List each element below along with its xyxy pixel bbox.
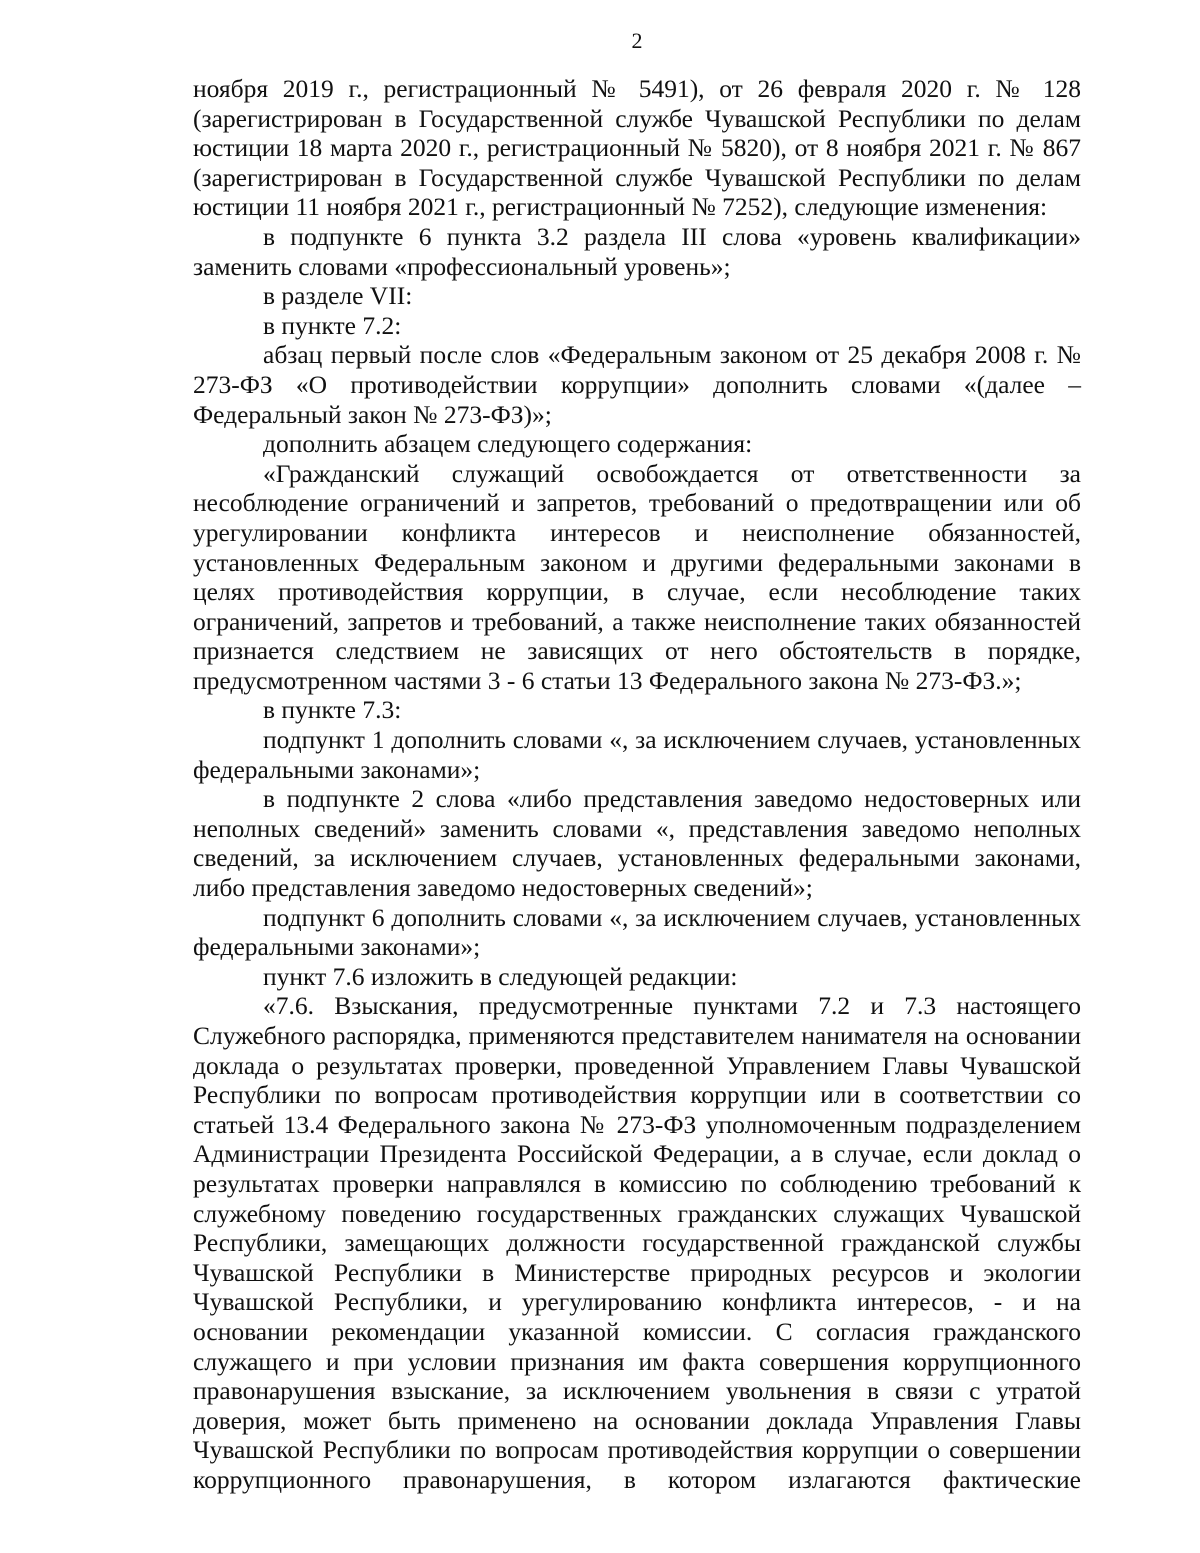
paragraph-clause-7-6-text: «7.6. Взыскания, предусмотренные пунктами 7.2 и 7.3 настоящего Служебного распорядка, применяются представителем нанимателя на основании доклада о результатах проверки, проведенной Управлением Главы Чувашской Республики по вопросам противодействия коррупции или в соответствии со статьей 13.4 Федерального закона № 273-ФЗ уполномоченным подразделением Администрации Президента Российской Федерации, а в случае, если доклад о результатах проверки направлялся в комиссию по соблюдению требований к служебному поведению государственных гражданских служащих Чувашской Республики, замещающих должности государственной гражданской службы Чувашской Республики в Министерстве природных ресурсов и экологии Чувашской Республики, и урегулированию конфликта интересов, - и на основании рекомендации указанной комиссии. С согласия гражданского служащего и при условии признания им факта совершения коррупционного правонарушения взыскание, за исключением увольнения в связи с утратой доверия, может быть применено на основании доклада Управления Главы Чувашской Республики по вопросам противодействия коррупции о совершении коррупционного правонарушения, в котором излагаются фактические [193, 991, 1081, 1494]
paragraph-subclause-2: в подпункте 2 слова «либо представления заведомо недостоверных или неполных сведений» заменить словами «, представления заведомо неполных сведений, за исключением случаев, установленных федеральными законами, либо представления заведомо недостоверных сведений»; [193, 784, 1081, 903]
paragraph-continuation: ноября 2019 г., регистрационный № 5491), от 26 февраля 2020 г. № 128 (зарегистрирован в Государственной службе Чувашской Республики по делам юстиции 18 марта 2020 г., регистрационный № 5820), от 8 ноября 2021 г. № 867 (зарегистрирован в Государственной службе Чувашской Республики по делам юстиции 11 ноября 2021 г., регистрационный № 7252), следующие изменения: [193, 74, 1081, 222]
paragraph-clause-7-2: в пункте 7.2: [263, 310, 402, 340]
paragraph-first-abzats: абзац первый после слов «Федеральным законом от 25 декабря 2008 г. № 273-ФЗ «О противодействии коррупции» дополнить словами «(далее – Федеральный закон № 273-ФЗ)»; [193, 340, 1081, 429]
paragraph-exemption-text: «Гражданский служащий освобождается от ответственности за несоблюдение ограничений и запретов, требований о предотвращении или об урегулировании конфликта интересов и неисполнение обязанностей, установленных Федеральным законом и другими федеральными законами в целях противодействия коррупции, в случае, если несоблюдение таких ограничений, запретов и требований, а также неисполнение таких обязанностей признается следствием не зависящих от него обстоятельств в порядке, предусмотренном частями 3 - 6 статьи 13 Федерального закона № 273-ФЗ.»; [193, 458, 1081, 695]
paragraph-clause-7-6-intro: пункт 7.6 изложить в следующей редакции: [263, 961, 738, 991]
paragraph-subclause-1: подпункт 1 дополнить словами «, за исключением случаев, установленных федеральными законами»; [193, 725, 1081, 784]
paragraph-add-abzats: дополнить абзацем следующего содержания: [263, 429, 753, 459]
paragraph-subclause-6: подпункт 6 дополнить словами «, за исключением случаев, установленных федеральными законами»; [193, 902, 1081, 962]
paragraph-subclause-6-amendment: в подпункте 6 пункта 3.2 раздела III слова «уровень квалификации» заменить словами «профессиональный уровень»; [193, 221, 1081, 281]
page-number: 2 [631, 28, 643, 53]
paragraph-clause-7-3: в пункте 7.3: [263, 695, 402, 725]
paragraph-section-vii: в разделе VII: [263, 281, 413, 311]
document-body [193, 74, 1081, 1495]
